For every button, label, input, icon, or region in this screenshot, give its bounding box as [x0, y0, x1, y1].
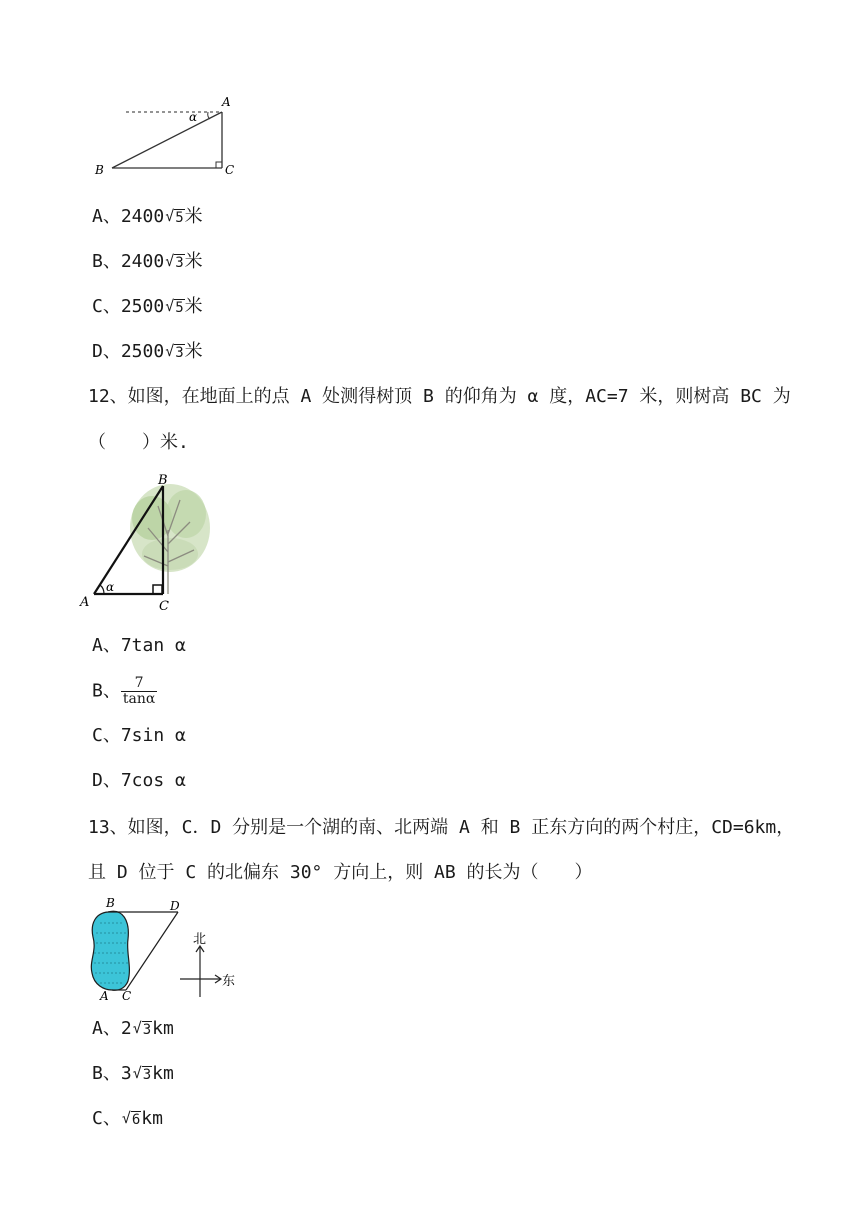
- option-unit: km: [152, 1063, 174, 1084]
- label-alpha: α: [106, 580, 115, 594]
- option-text: D、2500: [92, 341, 165, 362]
- label-C: C: [122, 989, 132, 1003]
- compass-east-label: 东: [222, 974, 236, 989]
- q11-option-a[interactable]: [92, 206, 203, 228]
- option-text: B、3: [92, 1063, 132, 1084]
- q13-stem-line2: 且 D 位于 C 的北偏东 30° 方向上，则 AB 的长为（ ）: [88, 862, 593, 883]
- sqrt-symbol: √ 3: [165, 252, 184, 271]
- label-B: B: [95, 163, 104, 177]
- label-C: C: [159, 599, 169, 614]
- q12-option-d[interactable]: D、7cos α: [92, 770, 186, 791]
- label-D: D: [170, 899, 180, 913]
- q11-option-b[interactable]: [92, 251, 203, 273]
- compass-icon: [180, 946, 221, 997]
- label-A: A: [100, 989, 109, 1003]
- side-BA: [112, 112, 222, 168]
- label-B: B: [158, 473, 168, 488]
- segment-CD: [126, 912, 178, 990]
- q13-option-b[interactable]: [92, 1063, 174, 1085]
- tree-illustration: [130, 484, 210, 594]
- sqrt-symbol: √ 3: [132, 1064, 152, 1083]
- option-text: C、: [92, 1108, 121, 1129]
- sqrt-symbol: √ 5: [165, 297, 184, 316]
- option-text: B、: [92, 680, 121, 702]
- q13-stem-line1: 13、如图，C．D 分别是一个湖的南、北两端 A 和 B 正东方向的两个村庄，CD=6km，: [88, 817, 795, 838]
- figure-lake-parallelogram: [78, 893, 248, 1005]
- option-text: A、2400: [92, 206, 165, 227]
- option-text: B、2400: [92, 251, 165, 272]
- lake-shape: [91, 911, 129, 990]
- option-unit: 米: [184, 296, 203, 317]
- sqrt-symbol: √ 3: [165, 342, 184, 361]
- fraction: $\frac{7}{\tan\alpha}$: [122, 675, 156, 707]
- q12-stem-line2: （ ）米.: [88, 432, 189, 453]
- q13-option-c[interactable]: [92, 1108, 163, 1130]
- figure-depression-triangle: [90, 92, 250, 182]
- right-angle-mark: [216, 162, 222, 168]
- q11-option-d[interactable]: [92, 341, 203, 363]
- option-text: A、2: [92, 1018, 132, 1039]
- q13-option-a[interactable]: [92, 1018, 174, 1040]
- q12-option-a[interactable]: A、7tan α: [92, 635, 186, 656]
- angle-alpha-arc: [100, 585, 104, 594]
- option-unit: 米: [184, 251, 203, 272]
- sqrt-symbol: √ 5: [165, 207, 184, 226]
- q11-option-c[interactable]: [92, 296, 203, 318]
- option-unit: km: [141, 1108, 163, 1129]
- sqrt-symbol: √ 3: [132, 1019, 152, 1038]
- q12-option-c[interactable]: C、7sin α: [92, 725, 186, 746]
- compass-north-label: 北: [193, 932, 207, 947]
- q12-option-b[interactable]: [92, 676, 157, 707]
- option-unit: km: [152, 1018, 174, 1039]
- label-A: A: [80, 595, 90, 610]
- label-A: A: [222, 95, 231, 109]
- label-C: C: [225, 163, 235, 177]
- figure-tree-triangle: [78, 470, 218, 615]
- sqrt-symbol: √ 6: [121, 1109, 141, 1128]
- label-B: B: [106, 896, 115, 910]
- right-angle-mark: [153, 585, 162, 594]
- option-unit: 米: [184, 341, 203, 362]
- option-unit: 米: [184, 206, 203, 227]
- option-text: C、2500: [92, 296, 165, 317]
- label-alpha: α: [189, 110, 198, 124]
- q12-stem-line1: 12、如图，在地面上的点 A 处测得树顶 B 的仰角为 α 度，AC=7 米，则树高 BC 为: [88, 386, 791, 407]
